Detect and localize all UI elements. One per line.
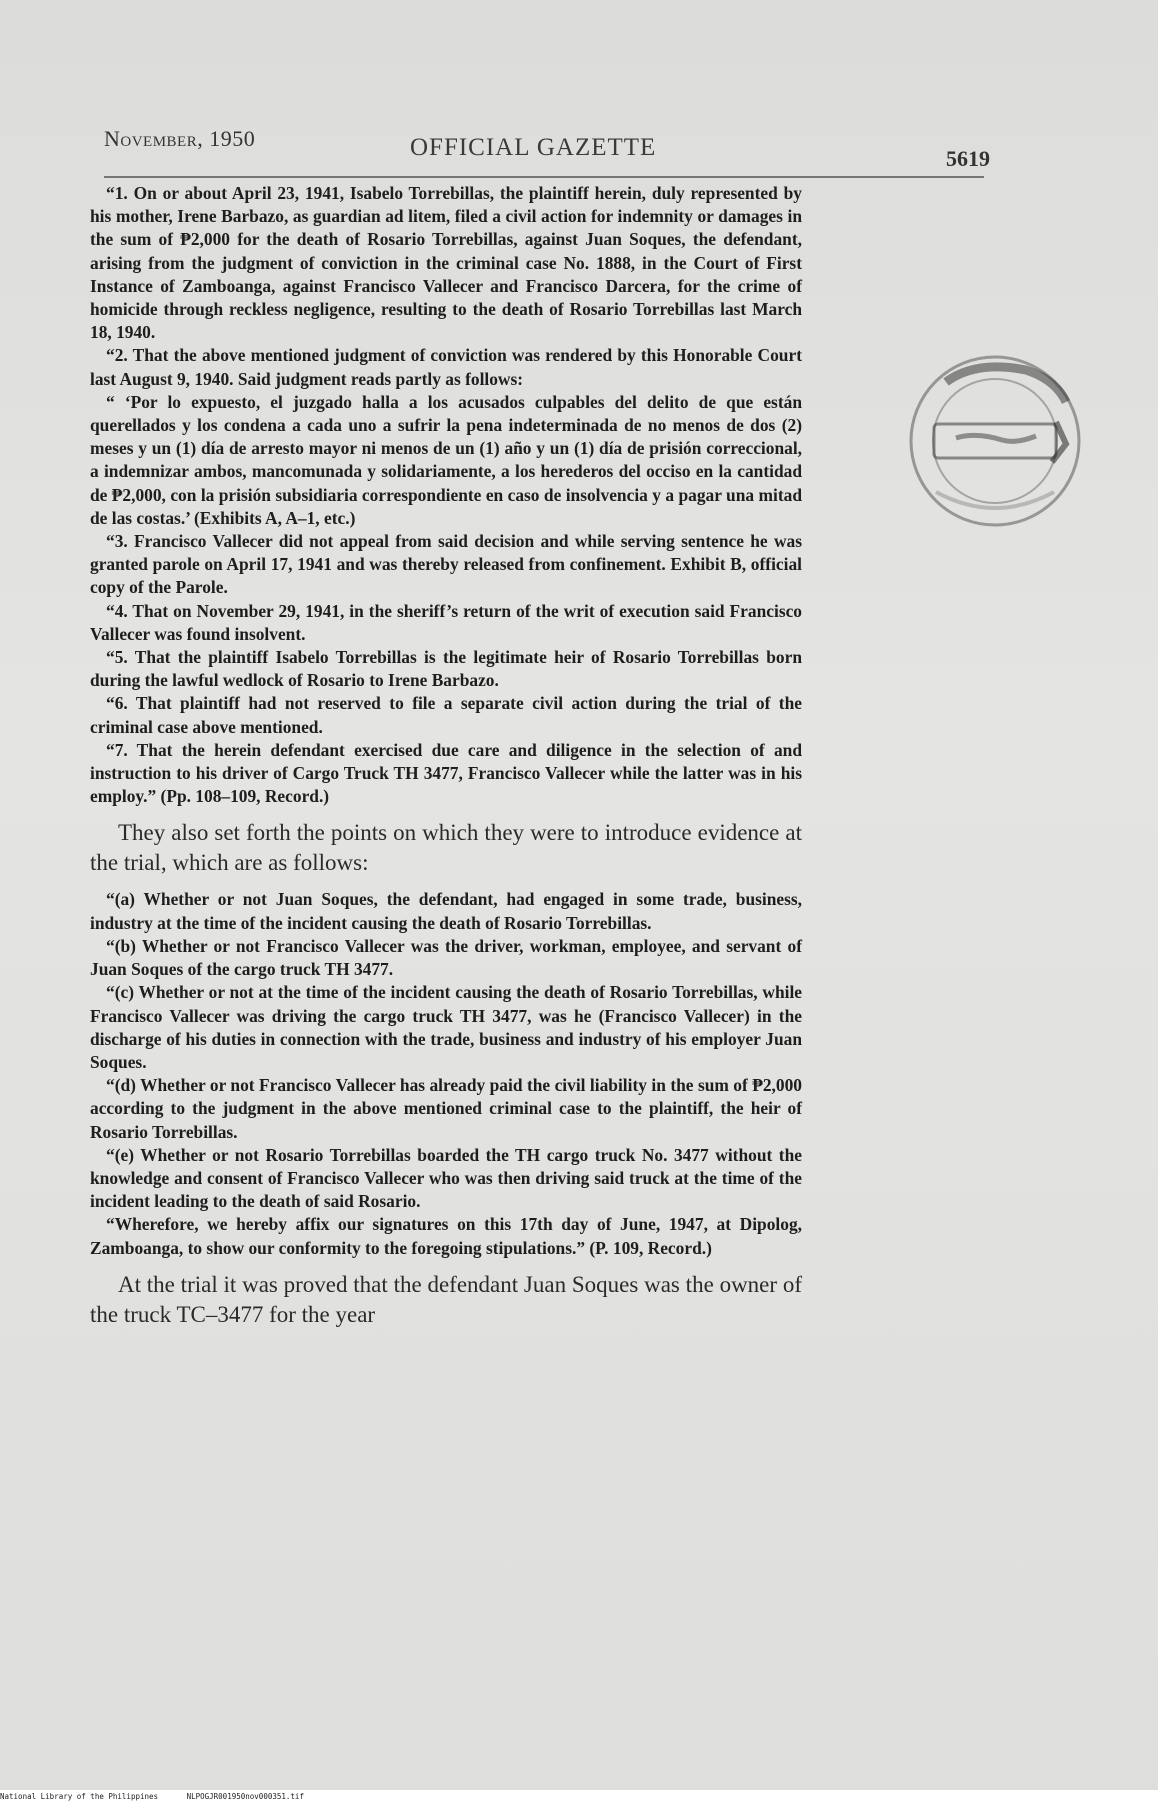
point-b: “(b) Whether or not Francisco Vallecer was the driver, workman, employee, and servant of Juan Soques of the cargo truck TH 3477. — [90, 935, 802, 980]
library-stamp-icon — [906, 352, 1084, 530]
stipulation-5: “5. That the plaintiff Isabelo Torrebillas is the legitimate heir of Rosario Torrebillas born during the lawful wedlock of Rosario to Irene Barbazo. — [90, 647, 802, 691]
footer-library: National Library of the Philippines — [0, 1792, 159, 1801]
stipulation-2: “2. That the above mentioned judgment of conviction was rendered by this Honorable Court last August 9, 1940. Said judgment reads partly as follows: — [90, 345, 802, 389]
stipulation-7: “7. That the herein defendant exercised due care and diligence in the selection of and instruction to his driver of Cargo Truck TH 3477, Francisco Vallecer while the latter was in his employ.” (Pp. 108–109, Record.) — [90, 739, 802, 807]
point-c: “(c) Whether or not at the time of the incident causing the death of Rosario Torrebillas, while Francisco Vallecer was driving the cargo truck TH 3477, was he (Francisco Vallecer) in the discharge of his duties in connection with the trade, business and industry of his employer Juan Soques. — [90, 982, 802, 1072]
header-title: OFFICIAL GAZETTE — [410, 134, 657, 161]
page-number: 5619 — [946, 146, 990, 171]
header-date: November, 1950 — [104, 126, 256, 151]
stipulation-6: “6. That plaintiff had not reserved to file a separate civil action during the trial of the criminal case above mentioned. — [90, 693, 802, 737]
point-e: “(e) Whether or not Rosario Torrebillas boarded the TH cargo truck No. 3477 without the knowledge and consent of Francisco Vallecer who was then driving said truck at the time of the incident leading to the death of said Rosario. — [90, 1144, 802, 1212]
stipulation-3: “3. Francisco Vallecer did not appeal from said decision and while serving sentence he was granted parole on April 17, 1941 and was thereby released from confinement. Exhibit B, official copy of the Parole. — [90, 531, 802, 598]
stipulation-4: “4. That on November 29, 1941, in the sheriff’s return of the writ of execution said Francisco Vallecer was found insolvent. — [90, 600, 802, 644]
header-rule — [104, 176, 984, 178]
narrative-1-text: They also set forth the points on which they were to introduce evidence at the trial, which are as follows: — [90, 820, 802, 876]
point-d: “(d) Whether or not Francisco Vallecer has already paid the civil liability in the sum of ₱2,000 according to the judgment in the above mentioned criminal case to the plaintiff, the heir of Rosario Torrebillas. — [90, 1075, 802, 1142]
stipulations-block-2 — [90, 888, 802, 1259]
page-header — [100, 120, 990, 170]
stipulation-1: “1. On or about April 23, 1941, Isabelo Torrebillas, the plaintiff herein, duly represented by his mother, Irene Barbazo, as guardian ad litem, filed a civil action for indemnity or damages in the sum of ₱2,000 for the death of Rosario Torrebillas, against Juan Soques, the defendant, arising from the judgment of conviction in the criminal case No. 1888, in the Court of First Instance of Zamboanga, against Francisco Vallecer and Francisco Darcera, for the crime of homicide through reckless negligence, resulting to the death of Rosario Torrebillas last March 18, 1940. — [90, 183, 802, 343]
narrative-paragraph-1 — [90, 818, 802, 878]
stipulations-block-1 — [90, 182, 802, 808]
judgment-quote: “ ‘Por lo expuesto, el juzgado halla a los acusados culpables del delito de que están querellados y los condena a cada uno a sufrir la pena indeterminada de no menos de dos (2) meses y un (1) día de arresto mayor ni menos de un (1) año y un (1) día de prisión correccional, a indemnizar ambos, mancomunada y solidariamente, a los herederos del occiso en la cantidad de ₱2,000, con la prisión subsidiaria correspondiente en caso de insolvencia y a pagar una mitad de las costas.’ (Exhibits A, A–1, etc.) — [90, 391, 802, 528]
page-body — [90, 182, 802, 1340]
scan-footer — [0, 1792, 1158, 1808]
point-a: “(a) Whether or not Juan Soques, the defendant, had engaged in some trade, business, industry at the time of the incident causing the death of Rosario Torrebillas. — [90, 889, 802, 933]
narrative-2-text: At the trial it was proved that the defendant Juan Soques was the owner of the truck TC–3477 for the year — [90, 1271, 802, 1327]
footer-filename: NLPOGJR001950nov000351.tif — [186, 1792, 304, 1801]
wherefore-clause: “Wherefore, we hereby affix our signatures on this 17th day of June, 1947, at Dipolog, Zamboanga, to show our conformity to the foregoing stipulations.” (P. 109, Record.) — [90, 1214, 802, 1258]
narrative-paragraph-2 — [90, 1270, 802, 1330]
